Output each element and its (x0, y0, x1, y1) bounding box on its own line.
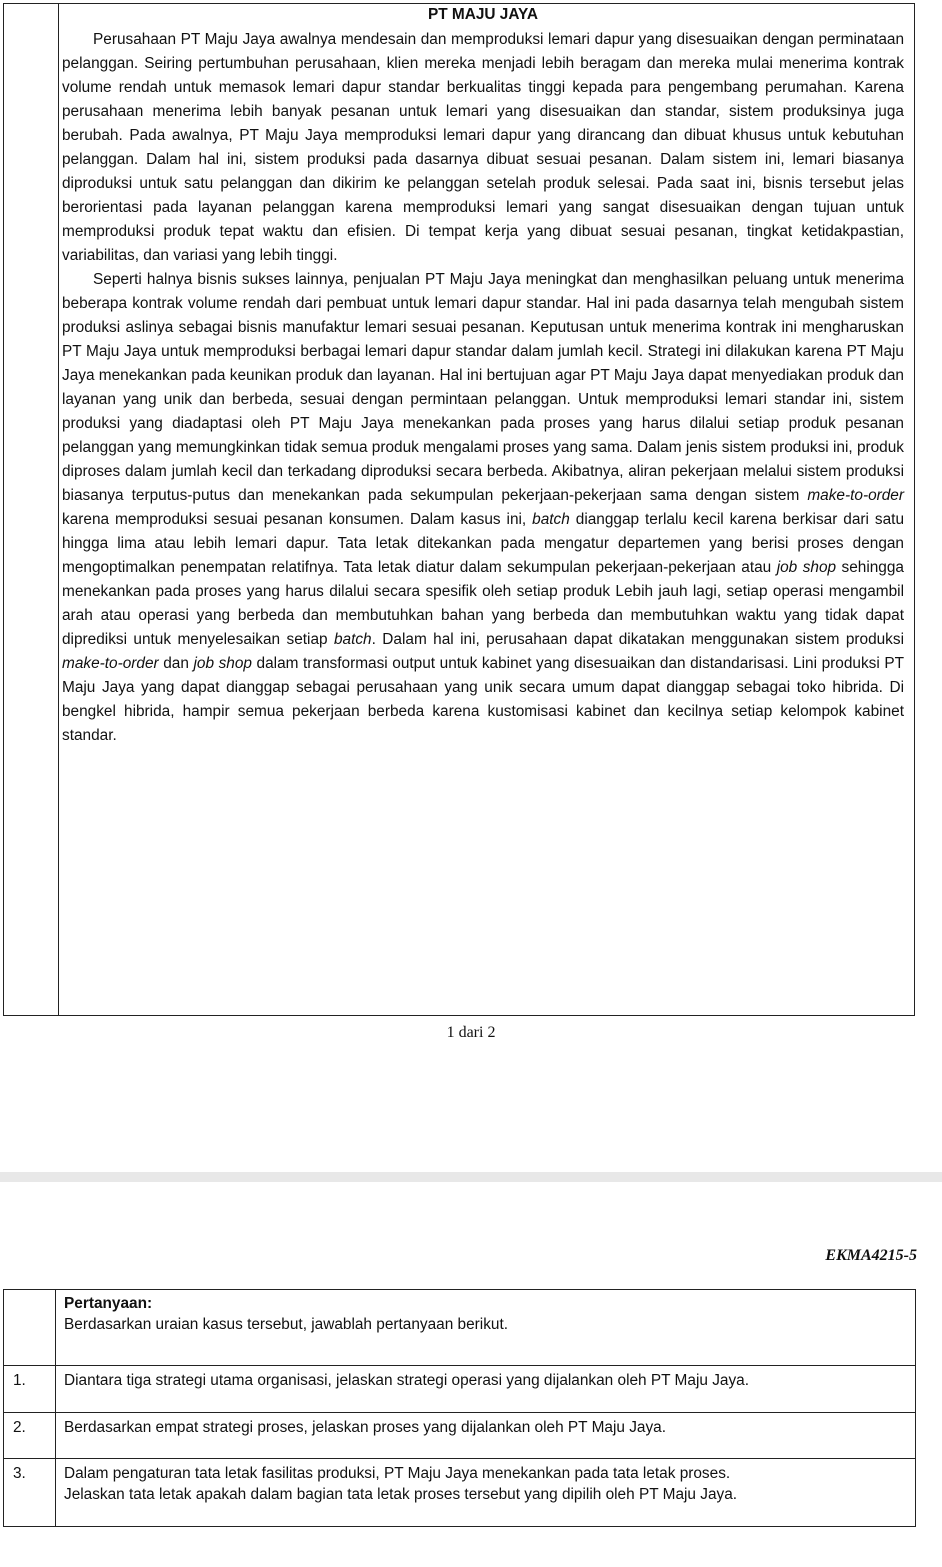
question-row (4, 1366, 916, 1413)
paragraph-2-text-4: sehingga menekankan pada proses yang harus dilalui secara spesifik oleh setiap produk Lebih jauh lagi, setiap operasi mengambil arah atau operasi yang berbeda dan membutuhkan bahan yang berbeda dan membutuhkan waktu yang tidak dapat diprediksi untuk menyelesaikan setiap (62, 559, 904, 648)
left-margin-column-divider (58, 4, 59, 1015)
question-row (4, 1459, 916, 1527)
question-text: Diantara tiga strategi utama organisasi, jelaskan strategi operasi yang dijalankan oleh PT Maju Jaya. (56, 1366, 916, 1413)
questions-header-row (4, 1290, 916, 1366)
question-number: 2. (4, 1413, 56, 1459)
number-cell (4, 1290, 56, 1366)
questions-heading: Pertanyaan: (64, 1295, 153, 1312)
case-paragraph-2 (62, 268, 904, 748)
term-make-to-order: make-to-order (62, 655, 159, 672)
term-batch: batch (333, 631, 372, 648)
case-study-content (62, 4, 904, 748)
paragraph-2-text-7: dalam transformasi output untuk kabinet yang disesuaikan dan distandarisasi. Lini produksi PT Maju Jaya yang dapat dianggap sebagai perusahaan yang unik secara umum dapat dianggap sebagai toko hibrida. Di bengkel hibrida, hampir semua pekerjaan berbeda karena kustomisasi kabinet dan kecilnya setiap kelompok kabinet standar. (62, 655, 904, 744)
term-job-shop: job shop (193, 655, 252, 672)
paragraph-2-text-1: Seperti halnya bisnis sukses lainnya, penjualan PT Maju Jaya meningkat dan menghasilkan peluang untuk menerima beberapa kontrak volume rendah dari pembuat untuk lemari dapur standar. Hal ini pada dasarnya telah mengubah sistem produksi aslinya sebagai bisnis manufaktur lemari sesuai pesanan. Keputusan untuk menerima kontrak ini mengharuskan PT Maju Jaya untuk memproduksi berbagai lemari dapur standar dalam jumlah kecil. Strategi ini dilakukan karena PT Maju Jaya menekankan pada keunikan produk dan layanan. Hal ini bertujuan agar PT Maju Jaya dapat menyediakan produk dan layanan yang unik dan berbeda, sesuai dengan permintaan pelanggan. Untuk memproduksi lemari standar ini, sistem produksi yang diadaptasi oleh PT Maju Jaya menekankan pada proses yang harus dilalui setiap produk pesanan pelanggan yang memungkinkan tidak semua produk mengalami proses yang sama. Dalam jenis sistem produksi ini, produk diproses dalam jumlah kecil dan terkadang diproduksi secara berbeda. Akibatnya, aliran pekerjaan melalui sistem produksi biasanya terputus-putus dan menekankan pada sekumpulan pekerjaan-pekerjaan sama dengan sistem (62, 271, 904, 504)
question-number: 3. (4, 1459, 56, 1527)
term-make-to-order: make-to-order (807, 487, 904, 504)
question-row (4, 1413, 916, 1459)
question-text: Dalam pengaturan tata letak fasilitas produksi, PT Maju Jaya menekankan pada tata letak proses. (64, 1465, 731, 1482)
page-number: 1 dari 2 (446, 1024, 496, 1041)
course-code: EKMA4215-5 (825, 1247, 917, 1264)
paragraph-2-text-2: karena memproduksi sesuai pesanan konsumen. Dalam kasus ini, (62, 511, 533, 528)
question-number: 1. (4, 1366, 56, 1413)
paragraph-2-text-3: dianggap terlalu kecil karena berkisar dari satu hingga lima atau lebih lemari dapur. Tata letak ditekankan pada mengatur departemen yang berisi proses dengan mengoptimalkan penempatan relatifnya. Tata letak diatur dalam sekumpulan pekerjaan-pekerjaan atau (62, 511, 904, 576)
question-text: Berdasarkan empat strategi proses, jelaskan proses yang dijalankan oleh PT Maju Jaya. (56, 1413, 916, 1459)
paragraph-2-text-6: dan (158, 655, 194, 672)
questions-table (3, 1289, 916, 1527)
term-batch: batch (532, 511, 570, 528)
paragraph-2-text-5: . Dalam hal ini, perusahaan dapat dikatakan menggunakan sistem produksi (371, 631, 904, 648)
questions-header-cell (56, 1290, 916, 1366)
questions-instruction: Berdasarkan uraian kasus tersebut, jawablah pertanyaan berikut. (64, 1316, 509, 1333)
question-text-cell (56, 1459, 916, 1527)
term-job-shop: job shop (776, 559, 837, 576)
case-paragraph-1: Perusahaan PT Maju Jaya awalnya mendesain dan memproduksi lemari dapur yang disesuaikan dengan perminataan pelanggan. Seiring pertumbuhan perusahaan, klien mereka menjadi lebih beragam dan mereka mulai menerima kontrak volume rendah untuk memasok lemari dapur standar berkualitas tinggi kepada para pengembang perumahan. Karena perusahaan menerima lebih banyak pesanan untuk lemari yang disesuaikan dan standar, sistem produksinya juga berubah. Pada awalnya, PT Maju Jaya memproduksi lemari dapur yang dirancang dan dibuat khusus untuk kebutuhan pelanggan. Dalam hal ini, sistem produksi pada dasarnya dibuat sesuai pesanan. Dalam sistem ini, lemari biasanya diproduksi untuk satu pelanggan dan dikirim ke pelanggan setelah produk selesai. Pada saat ini, bisnis tersebut jelas berorientasi pada layanan pelanggan karena memproduksi lemari yang sangat disesuaikan dengan tujuan untuk memproduksi produk tepat waktu dan efisien. Di tempat kerja yang dibuat sesuai pesanan, tingkat ketidakpastian, variabilitas, dan variasi yang lebih tinggi. (62, 31, 904, 264)
question-text-continuation: Jelaskan tata letak apakah dalam bagian tata letak proses tersebut yang dipilih oleh PT Maju Jaya. (64, 1486, 738, 1503)
case-title: PT MAJU JAYA (427, 6, 539, 23)
page-separator (0, 1172, 942, 1182)
